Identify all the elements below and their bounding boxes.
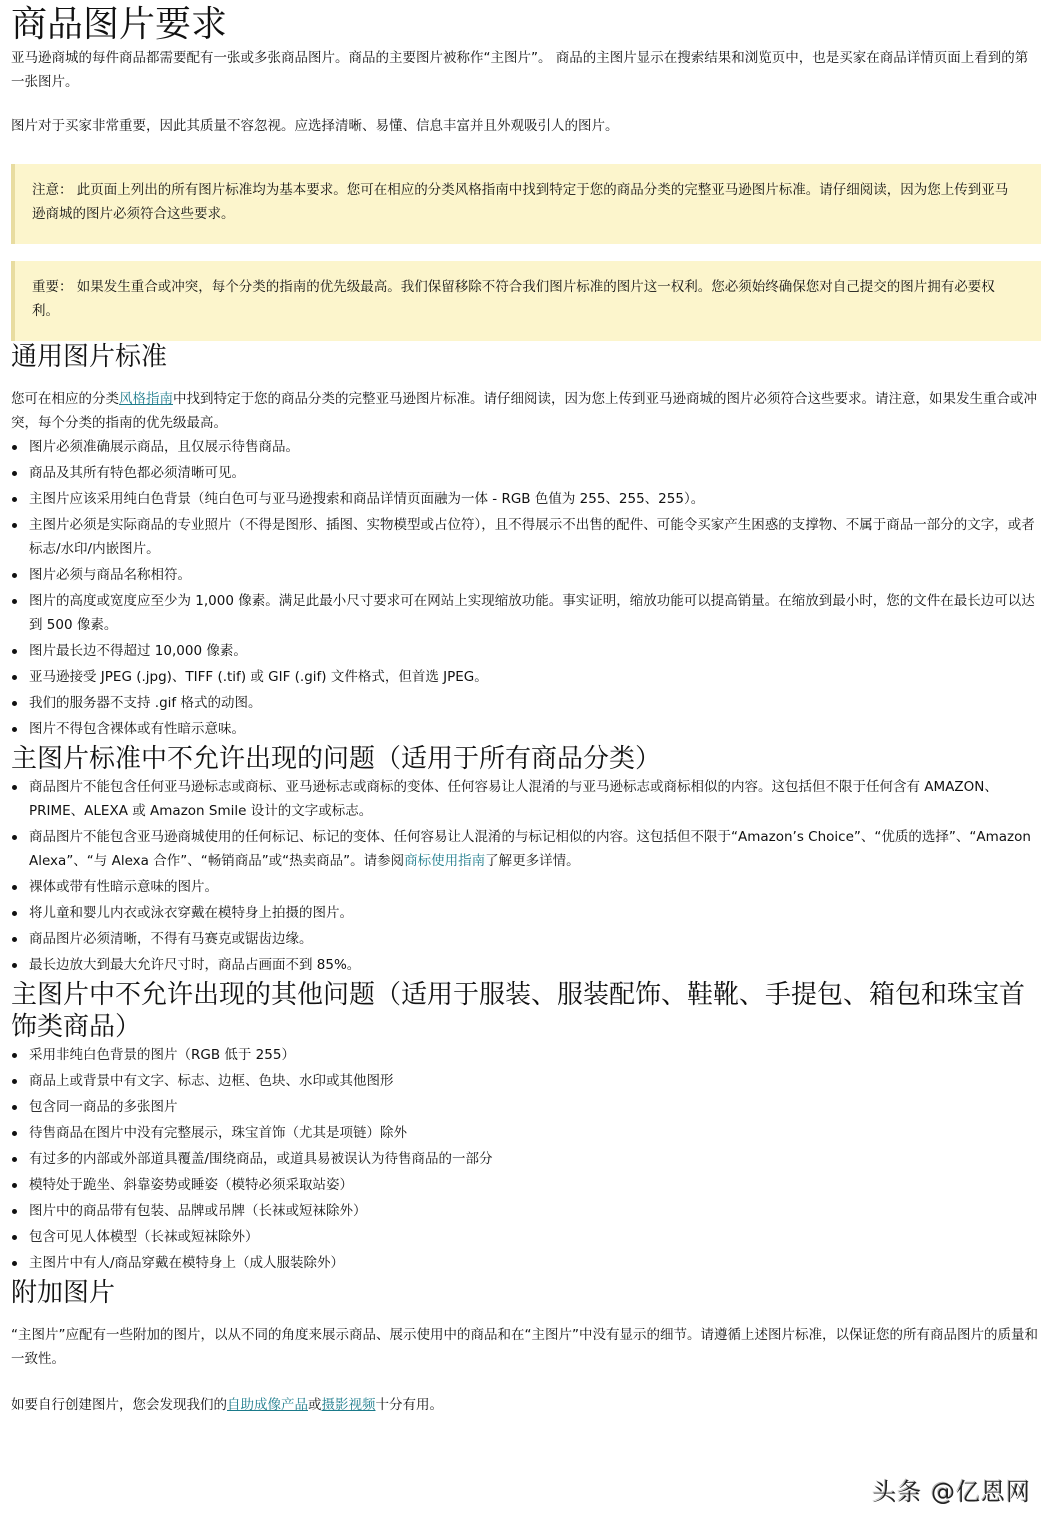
bullet-icon [12,445,17,450]
list-item [11,1043,1041,1067]
list-item [11,1199,1041,1223]
list-item-text: 图片必须准确展示商品，且仅展示待售商品。 [29,439,299,455]
list-item [11,665,1041,689]
section-title-main-disallowed: 主图片标准中不允许出现的问题（适用于所有商品分类） [11,744,662,774]
list-item [11,1147,1041,1171]
list-item-text: 图片的高度或宽度应至少为 1,000 像素。满足此最小尺寸要求可在网站上实现缩放功能。事实证明，缩放功能可以提高销量。在缩放到最小时，您的文件在最长边可以达到 500 像素。 [29,593,1035,633]
bullet-icon [12,1131,17,1136]
list-item [11,1251,1041,1275]
general-standards-paragraph [11,387,1041,435]
watermark: 头条 @亿恩网 [872,1478,1031,1506]
list-item [11,513,1041,561]
list-item [11,901,1041,925]
section-title-apparel-disallowed: 主图片中不允许出现的其他问题（适用于服装、服装配饰、鞋靴、手提包、箱包和珠宝首饰类商品） [11,980,1026,1042]
style-guide-link[interactable]: 风格指南 [119,391,173,407]
intro-paragraph-1: 亚马逊商城的每件商品都需要配有一张或多张商品图片。商品的主要图片被称作“主图片”。 商品的主图片显示在搜索结果和浏览页中，也是买家在商品详情页面上看到的第一张图片。 [11,50,1029,90]
list-item-text: 模特处于跪坐、斜靠姿势或睡姿（模特必须采取站姿） [29,1177,353,1193]
bullet-icon [12,675,17,680]
note-alert-text: 注意： 此页面上列出的所有图片标准均为基本要求。您可在相应的分类风格指南中找到特定于您的商品分类的完整亚马逊图片标准。请仔细阅读，因为您上传到亚马逊商城的图片必须符合这些要求。 [32,182,1009,222]
list-item-text: 待售商品在图片中没有完整展示，珠宝首饰（尤其是项链）除外 [29,1125,407,1141]
list-item [11,563,1041,587]
list-item [11,1095,1041,1119]
bullet-icon [12,1079,17,1084]
photography-video-link[interactable]: 摄影视频 [321,1397,376,1413]
list-item [11,875,1041,899]
list-item-text: 商品及其所有特色都必须清晰可见。 [29,465,245,481]
list-item-text: 图片最长边不得超过 10,000 像素。 [29,643,247,659]
list-item-text: 最长边放大到最大允许尺寸时，商品占画面不到 85%。 [29,957,361,973]
general-standards-list [11,435,1041,741]
list-item [11,589,1041,637]
list-item-text: 包含可见人体模型（长袜或短袜除外） [29,1229,259,1245]
list-item-text: 我们的服务器不支持 .gif 格式的动图。 [29,695,262,711]
bullet-icon [12,1261,17,1266]
list-item-text: 商品上或背景中有文字、标志、边框、色块、水印或其他图形 [29,1073,394,1089]
bullet-icon [12,701,17,706]
general-para-text-1: 您可在相应的分类 [11,391,119,407]
bullet-icon [12,963,17,968]
apparel-disallowed-list [11,1043,1041,1275]
bullet-icon [12,471,17,476]
intro-paragraph-2: 图片对于买家非常重要，因此其质量不容忽视。应选择清晰、易懂、信息丰富并且外观吸引人的图片。 [11,118,619,134]
list-item [11,487,1041,511]
bullet-icon [12,835,17,840]
important-alert-text: 重要： 如果发生重合或冲突，每个分类的指南的优先级最高。我们保留移除不符合我们图片标准的图片这一权利。您必须始终确保您对自己提交的图片拥有必要权利。 [32,279,995,319]
list-item [11,1225,1041,1249]
list-item [11,461,1041,485]
list-item-text: 主图片必须是实际商品的专业照片（不得是图形、插图、实物模型或占位符），且不得展示不出售的配件、可能令买家产生困惑的支撑物、不属于商品一部分的文字，或者标志/水印/内嵌图片。 [29,517,1035,557]
self-service-imaging-link[interactable]: 自助成像产品 [227,1397,308,1413]
bullet-icon [12,937,17,942]
bullet-icon [12,1157,17,1162]
note-alert [11,164,1041,244]
list-item-text: 有过多的内部或外部道具覆盖/围绕商品，或道具易被误认为待售商品的一部分 [29,1151,493,1167]
list-item-text: 商品图片不能包含任何亚马逊标志或商标、亚马逊标志或商标的变体、任何容易让人混淆的与亚马逊标志或商标相似的内容。这包括但不限于任何含有 AMAZON、PRIME、ALEXA 或 Amazon Smile 设计的文字或标志。 [29,779,998,819]
bullet-icon [12,573,17,578]
list-item [11,1173,1041,1197]
list-item [11,691,1041,715]
trademark-usage-guide-link[interactable]: 商标使用指南 [404,853,486,869]
bullet-icon [12,523,17,528]
bullet-icon [12,727,17,732]
list-item-text: 图片不得包含裸体或有性暗示意味。 [29,721,245,737]
important-alert [11,261,1041,341]
list-item [11,953,1041,977]
list-item-text: 图片必须与商品名称相符。 [29,567,191,583]
additional-paragraph-1: “主图片”应配有一些附加的图片，以从不同的角度来展示商品、展示使用中的商品和在“主图片”中没有显示的细节。请遵循上述图片标准，以保证您的所有商品图片的质量和一致性。 [11,1327,1038,1367]
list-item [11,1121,1041,1145]
section-title-additional: 附加图片 [11,1278,116,1308]
bullet-icon [12,497,17,502]
list-item-text: 将儿童和婴儿内衣或泳衣穿戴在模特身上拍摄的图片。 [29,905,353,921]
list-item-text: 了解更多详情。 [485,853,580,869]
list-item [11,775,1041,823]
list-item [11,639,1041,663]
list-item-text: 主图片中有人/商品穿戴在模特身上（成人服装除外） [29,1255,345,1271]
list-item-text: 采用非纯白色背景的图片（RGB 低于 255） [29,1047,295,1063]
bullet-icon [12,599,17,604]
list-item [11,435,1041,459]
bullet-icon [12,1209,17,1214]
list-item-text: 亚马逊接受 JPEG (.jpg)、TIFF (.tif) 或 GIF (.gif) 文件格式，但首选 JPEG。 [29,669,488,685]
list-item [11,1069,1041,1093]
additional-para2-text-3: 十分有用。 [375,1397,443,1413]
bullet-icon [12,1235,17,1240]
additional-paragraph-2 [11,1393,1041,1417]
bullet-icon [12,785,17,790]
general-para-text-2: 中找到特定于您的商品分类的完整亚马逊图片标准。请仔细阅读，因为您上传到亚马逊商城的图片必须符合这些要求。请注意，如果发生重合或冲突，每个分类的指南的优先级最高。 [11,391,1037,431]
list-item [11,927,1041,951]
list-item-text: 图片中的商品带有包装、品牌或吊牌（长袜或短袜除外） [29,1203,367,1219]
bullet-icon [12,885,17,890]
additional-para2-text-1: 如要自行创建图片，您会发现我们的 [11,1397,227,1413]
list-item-text: 包含同一商品的多张图片 [29,1099,178,1115]
list-item-text: 裸体或带有性暗示意味的图片。 [29,879,218,895]
bullet-icon [12,1053,17,1058]
bullet-icon [12,1183,17,1188]
main-disallowed-list [11,775,1041,977]
list-item-text: 商品图片不能包含亚马逊商城使用的任何标记、标记的变体、任何容易让人混淆的与标记相似的内容。这包括但不限于“Amazon’s Choice”、“优质的选择”、“Amazon Alexa”、“与 Alexa 合作”、“畅销商品”或“热卖商品”。请参阅 [29,829,1031,869]
additional-para2-text-2: 或 [308,1397,322,1413]
bullet-icon [12,911,17,916]
section-title-general: 通用图片标准 [11,342,168,372]
list-item-text: 主图片应该采用纯白色背景（纯白色可与亚马逊搜索和商品详情页面融为一体 - RGB 色值为 255、255、255）。 [29,491,705,507]
list-item-text: 商品图片必须清晰，不得有马赛克或锯齿边缘。 [29,931,313,947]
bullet-icon [12,1105,17,1110]
list-item [11,825,1041,873]
list-item [11,717,1041,741]
page-title: 商品图片要求 [11,4,228,45]
bullet-icon [12,649,17,654]
